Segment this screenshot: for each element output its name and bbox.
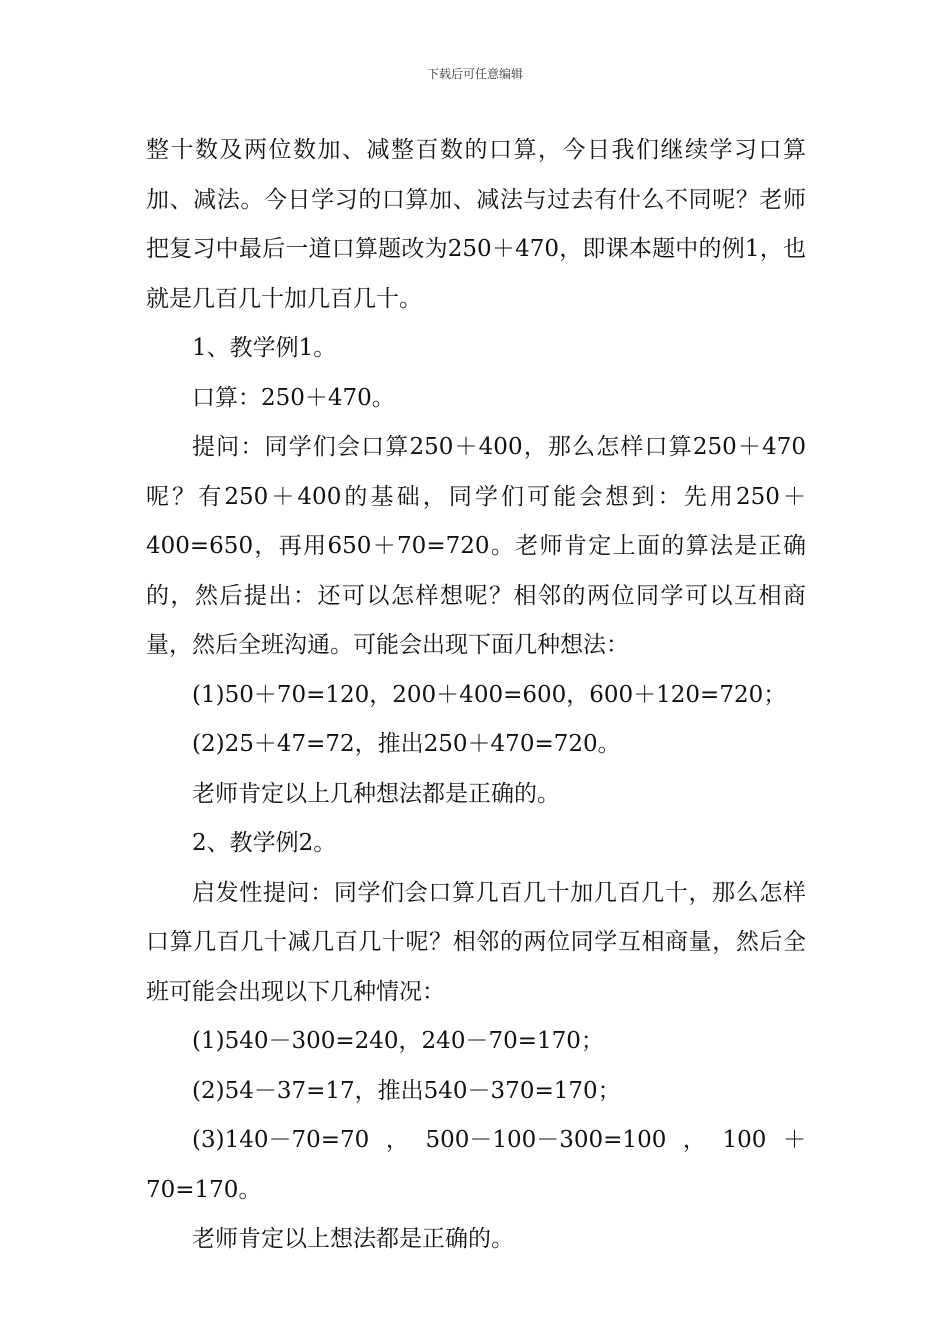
page-header: 下载后可任意编辑 <box>426 67 523 81</box>
paragraph-case-3: (3)140－70=70，500－100－300=100，100＋70=170。 <box>146 1127 806 1203</box>
paragraph-case-1: (1)540－300=240，240－70=170； <box>192 1028 604 1054</box>
paragraph-example-1-heading: 1、教学例1。 <box>192 335 337 361</box>
paragraph-method-1: (1)50＋70=120，200＋400=600，600＋120=720； <box>192 681 787 708</box>
paragraph-intro-continuation: 整十数及两位数加、减整百数的口算，今日我们继续学习口算加、减法。今日学习的口算加、减法与过去有什么不同呢？老师把复习中最后一道口算题改为250＋470，即课本题中的例1，也就是几百几十加几百几十。 <box>146 137 806 312</box>
paragraph-teacher-affirm-1: 老师肯定以上几种想法都是正确的。 <box>192 780 560 807</box>
document-body <box>146 126 806 1265</box>
paragraph-question: 提问：同学们会口算250＋400，那么怎样口算250＋470呢？有250＋400的基础，同学们可能会想到：先用250＋400=650，再用650＋70=720。老师肯定上面的算法是正确的，然后提出：还可以怎样想呢？相邻的两位同学可以互相商量，然后全班沟通。可能会出现下面几种想法： <box>146 434 806 658</box>
paragraph-teacher-affirm-2: 老师肯定以上想法都是正确的。 <box>192 1226 514 1252</box>
paragraph-guided-question: 启发性提问：同学们会口算几百几十加几百几十，那么怎样口算几百几十减几百几十呢？相邻的两位同学互相商量，然后全班可能会出现以下几种情况： <box>146 879 806 1005</box>
paragraph-case-2: (2)54－37=17，推出540－370=170； <box>192 1077 621 1104</box>
paragraph-method-2: (2)25＋47=72，推出250＋470=720。 <box>192 731 621 757</box>
paragraph-example-2-heading: 2、教学例2。 <box>192 830 337 856</box>
paragraph-mental-calc: 口算：250＋470。 <box>192 384 395 411</box>
